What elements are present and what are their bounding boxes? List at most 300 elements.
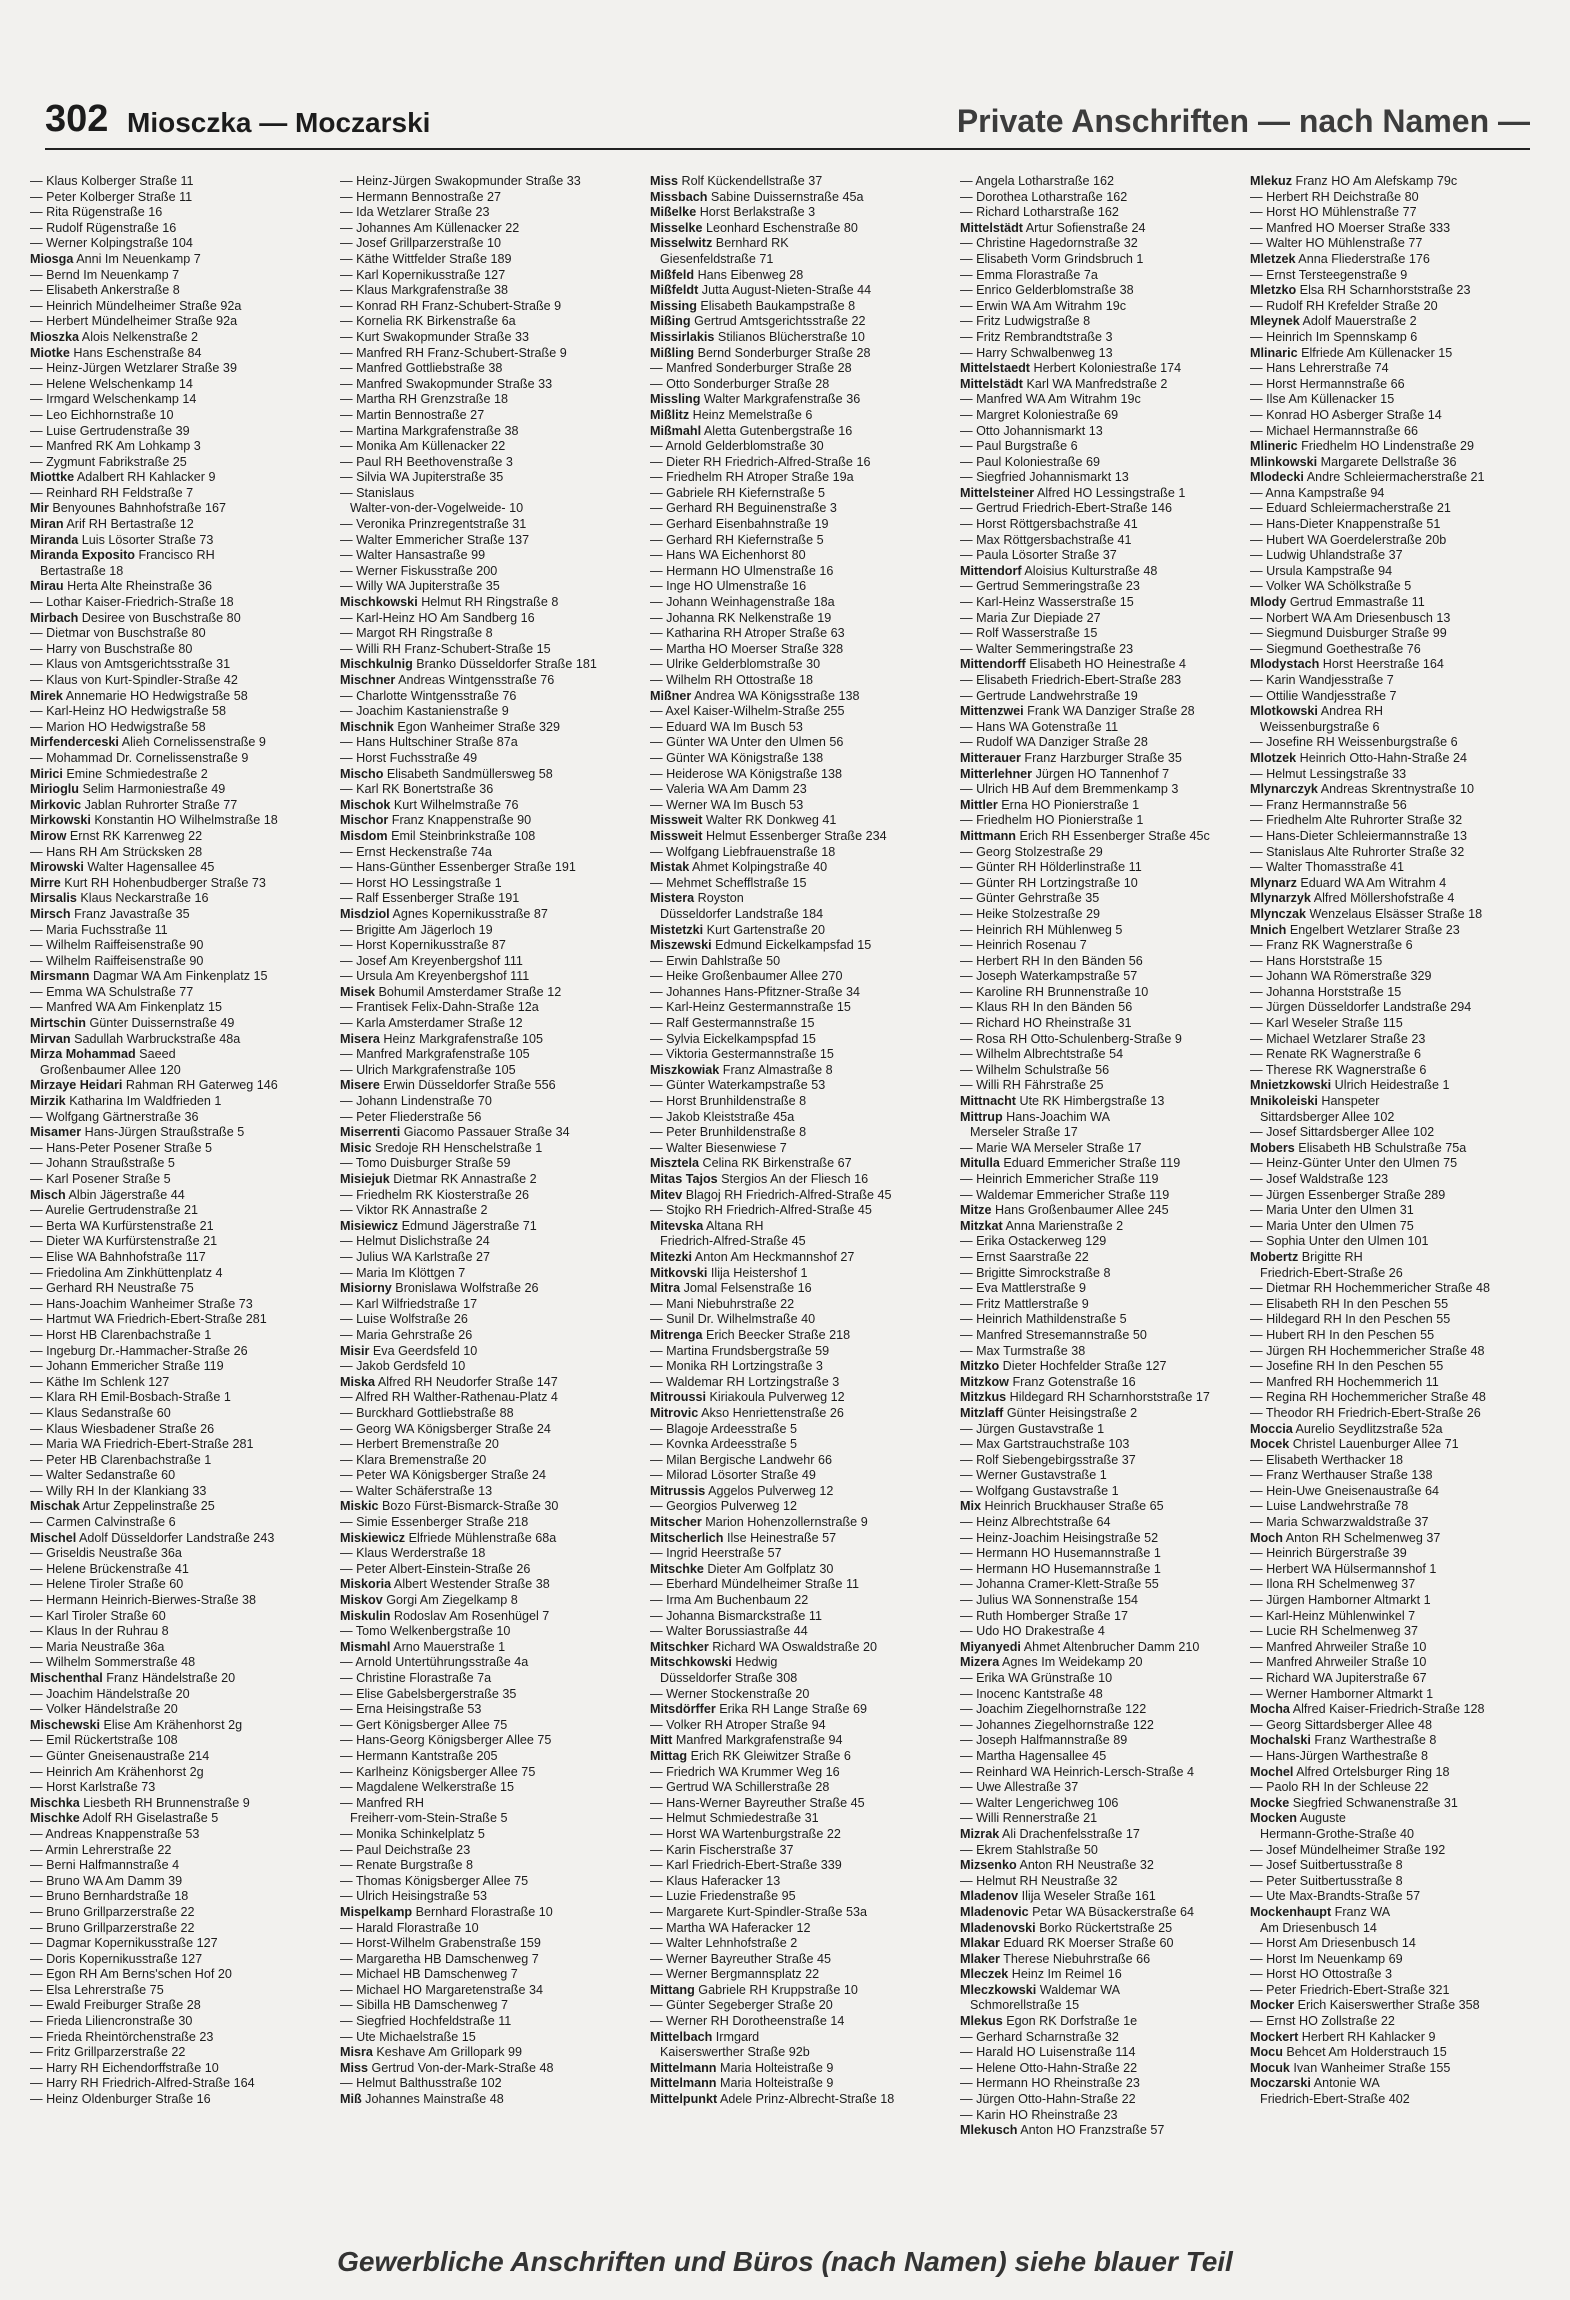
directory-entry (30, 501, 324, 517)
entry-text: Bernd Sonderburger Straße 28 (694, 345, 871, 360)
directory-entry (30, 1718, 324, 1734)
directory-entry (30, 1484, 324, 1500)
entry-text: — Heiderose WA Königstraße 138 (650, 766, 843, 781)
directory-entry (650, 1827, 944, 1843)
directory-entry (650, 1998, 944, 2014)
directory-entry (960, 424, 1254, 440)
directory-entry (1250, 1000, 1550, 1016)
entry-text: — Hans-Georg Königsberger Allee 75 (340, 1733, 552, 1748)
entry-surname: Mittelpunkt (650, 2092, 718, 2107)
directory-entry (30, 1281, 324, 1297)
directory-entry (340, 1858, 634, 1874)
directory-entry (650, 969, 944, 985)
directory-entry (30, 2061, 324, 2077)
directory-entry (650, 1219, 944, 1235)
entry-text: Elisabeth HB Schulstraße 75a (1294, 1140, 1467, 1155)
entry-text: — Walter HO Mühlenstraße 77 (1250, 236, 1423, 251)
directory-entry (1250, 1843, 1550, 1859)
entry-text: — Thomas Königsberger Allee 75 (340, 1873, 529, 1888)
entry-text: — Horst Karlstraße 73 (30, 1780, 156, 1795)
directory-entry (30, 657, 324, 673)
entry-surname: Miskoria (340, 1577, 392, 1592)
directory-entry (650, 642, 944, 658)
directory-entry (1250, 1032, 1550, 1048)
entry-surname: Mistak (650, 860, 690, 875)
directory-entry (960, 1156, 1254, 1172)
directory-entry (1250, 1453, 1550, 1469)
entry-surname: Mitscherlich (650, 1530, 724, 1545)
entry-surname: Mir (30, 501, 49, 516)
entry-text: — Klaus Werderstraße 18 (340, 1546, 486, 1561)
directory-entry (1250, 1297, 1550, 1313)
entry-text: Hanspeter (1317, 1094, 1380, 1109)
directory-entry (1250, 205, 1550, 221)
entry-text: — Bernd Im Neuenkamp 7 (30, 267, 180, 282)
entry-text: — Viktor RK Annastraße 2 (340, 1203, 488, 1218)
entry-text: Bernhard RK (712, 236, 789, 251)
directory-entry (340, 1874, 634, 1890)
entry-text: Sittardsberger Allee 102 (1260, 1109, 1395, 1124)
directory-entry (1250, 1188, 1550, 1204)
entry-surname: Miskov (340, 1593, 383, 1608)
entry-text: Francisco RH (134, 548, 215, 563)
entry-text: — Hans Horststraße 15 (1250, 953, 1383, 968)
directory-entry (960, 1359, 1254, 1375)
directory-entry (1250, 985, 1550, 1001)
directory-entry (650, 657, 944, 673)
entry-text: Ilse Heinestraße 57 (723, 1530, 837, 1545)
entry-text: — Johanna Bismarckstraße 11 (650, 1608, 822, 1623)
entry-surname: Moczarski (1250, 2076, 1311, 2091)
entry-text: — Friedhelm RH Atroper Straße 19a (650, 470, 854, 485)
directory-entry (960, 1437, 1254, 1453)
entry-surname: Misdom (340, 828, 388, 843)
directory-entry (650, 1047, 944, 1063)
directory-entry (340, 1219, 634, 1235)
entry-text: — Manfred Markgrafenstraße 105 (340, 1047, 530, 1062)
entry-surname: Mitt (650, 1733, 673, 1748)
directory-entry (650, 782, 944, 798)
entry-text: Altana RH (703, 1218, 764, 1233)
entry-text: — Hermann Bennostraße 27 (340, 189, 502, 204)
entry-text: — Horst HB Clarenbachstraße 1 (30, 1327, 212, 1342)
directory-entry (960, 1765, 1254, 1781)
entry-text: Adolf Düsseldorfer Landstraße 243 (76, 1530, 275, 1545)
entry-surname: Mirek (30, 688, 63, 703)
entry-text: — Frieda Rheintörchenstraße 23 (30, 2029, 214, 2044)
entry-text: — Friedhelm RK Kiosterstraße 26 (340, 1187, 529, 1202)
entry-text: — Luise Landwehrstraße 78 (1250, 1499, 1409, 1514)
entry-text: — Erna Heisingstraße 53 (340, 1702, 482, 1717)
directory-entry (650, 1172, 944, 1188)
entry-text: Friedrich-Ebert-Straße 26 (1260, 1265, 1403, 1280)
entry-text: Franz Gotenstraße 16 (1008, 1374, 1136, 1389)
entry-text: Maria Holteistraße 9 (716, 2076, 834, 2091)
directory-entry (650, 673, 944, 689)
entry-text: Alfred Möllershofstraße 4 (1310, 891, 1455, 906)
directory-entry (30, 330, 324, 346)
directory-entry (650, 1889, 944, 1905)
entry-text: — Ursula Am Kreyenbergshof 111 (340, 969, 530, 984)
directory-entry (650, 876, 944, 892)
entry-text: — Kornelia RK Birkenstraße 6a (340, 314, 516, 329)
directory-entry (340, 1281, 634, 1297)
entry-text: Franz WA (1331, 1904, 1391, 1919)
entry-text: — Willy WA Jupiterstraße 35 (340, 579, 500, 594)
directory-entry (1250, 1858, 1550, 1874)
entry-text: — Horst Fuchsstraße 49 (340, 750, 478, 765)
entry-text: — Ernst Heckenstraße 74a (340, 844, 492, 859)
entry-text: — Siegmund Goethestraße 76 (1250, 641, 1421, 656)
entry-text: Frank WA Danziger Straße 28 (1023, 704, 1195, 719)
entry-text: Günter Duissernstraße 49 (85, 1016, 235, 1031)
directory-entry (340, 704, 634, 720)
directory-entry (650, 1671, 944, 1687)
directory-entry (30, 346, 324, 362)
directory-entry (30, 611, 324, 627)
entry-text: — Klara RH Emil-Bosbach-Straße 1 (30, 1390, 231, 1405)
entry-text: — Anna Kampstraße 94 (1250, 485, 1385, 500)
entry-text: Kaiserswerther Straße 92b (660, 2045, 810, 2060)
entry-text: — Manfred RK Am Lohkamp 3 (30, 439, 201, 454)
entry-text: — Arnold Untertührungsstraße 4a (340, 1655, 529, 1670)
entry-text: Walter Hagensallee 45 (83, 860, 215, 875)
directory-entry (1250, 673, 1550, 689)
directory-entry (340, 1609, 634, 1625)
entry-text: — Siegmund Duisburger Straße 99 (1250, 626, 1447, 641)
directory-entry (30, 1874, 324, 1890)
entry-text: — Max Gartstrauchstraße 103 (960, 1437, 1130, 1452)
directory-entry (1250, 1718, 1550, 1734)
directory-entry (1250, 735, 1550, 751)
directory-entry (960, 1998, 1254, 2014)
name-range: Miosczka — Moczarski (127, 107, 431, 138)
entry-text: Arif RH Bertastraße 12 (63, 517, 194, 532)
directory-entry (650, 1874, 944, 1890)
directory-entry (1250, 2076, 1550, 2092)
entry-surname: Missweit (650, 813, 703, 828)
directory-entry (340, 595, 634, 611)
entry-text: Am Driesenbusch 14 (1260, 1920, 1377, 1935)
entry-surname: Mlodystach (1250, 657, 1320, 672)
entry-text: — Richard Lotharstraße 162 (960, 205, 1119, 220)
entry-surname: Mitze (960, 1203, 992, 1218)
entry-text: — Maria Unter den Ulmen 75 (1250, 1218, 1414, 1233)
entry-surname: Mockert (1250, 2029, 1299, 2044)
entry-text: — Axel Kaiser-Wilhelm-Straße 255 (650, 704, 845, 719)
entry-text: — Gerhard RH Neustraße 75 (30, 1281, 194, 1296)
entry-surname: Mißing (650, 314, 691, 329)
directory-entry (650, 1063, 944, 1079)
directory-entry (30, 1687, 324, 1703)
entry-text: — Werner Bergmannsplatz 22 (650, 1967, 820, 1982)
entry-text: — Jürgen Düsseldorfer Landstraße 294 (1250, 1000, 1472, 1015)
entry-text: — Valeria WA Am Damm 23 (650, 782, 807, 797)
entry-surname: Miss (340, 2060, 368, 2075)
entry-text: — Johannes Hans-Pfitzner-Straße 34 (650, 984, 860, 999)
directory-entry (340, 1437, 634, 1453)
entry-text: Alfred RH Neudorfer Straße 147 (375, 1374, 558, 1389)
directory-entry (30, 595, 324, 611)
entry-text: Bohumil Amsterdamer Straße 12 (375, 984, 562, 999)
entry-text: Friedrich-Alfred-Straße 45 (660, 1234, 806, 1249)
entry-text: Agnes Im Weidekamp 20 (999, 1655, 1143, 1670)
entry-text: — Marion HO Hedwigstraße 58 (30, 719, 206, 734)
entry-text: — Walter Thomasstraße 41 (1250, 860, 1404, 875)
entry-surname: Mirkovic (30, 797, 82, 812)
directory-entry (650, 470, 944, 486)
entry-surname: Misamer (30, 1125, 82, 1140)
entry-text: Petar WA Büsackerstraße 64 (1028, 1904, 1195, 1919)
entry-surname: Mitevska (650, 1218, 704, 1233)
directory-entry (960, 1234, 1254, 1250)
entry-surname: Mirzaye Heidari (30, 1078, 123, 1093)
directory-entry (30, 2045, 324, 2061)
entry-text: Elisabeth HO Heinestraße 4 (1025, 657, 1187, 672)
entry-text: Hildegard RH Scharnhorststraße 17 (1006, 1390, 1210, 1405)
entry-text: Franz HO Am Alefskamp 79c (1292, 174, 1458, 188)
directory-entry (340, 1344, 634, 1360)
directory-entry (650, 1141, 944, 1157)
directory-entry (650, 1266, 944, 1282)
directory-entry (340, 876, 634, 892)
entry-text: — Elisabeth Friedrich-Ebert-Straße 283 (960, 673, 1182, 687)
directory-entry (960, 2061, 1254, 2077)
directory-entry (960, 1375, 1254, 1391)
entry-surname: Missling (650, 392, 701, 407)
directory-entry (960, 798, 1254, 814)
directory-entry (960, 1141, 1254, 1157)
directory-entry (1250, 1889, 1550, 1905)
directory-entry (1250, 1266, 1550, 1282)
entry-text: — Michael HB Damschenweg 7 (340, 1967, 518, 1982)
entry-text: — Hans-Peter Posener Straße 5 (30, 1140, 212, 1155)
directory-entry (30, 517, 324, 533)
entry-text: — Burckhard Gottliebstraße 88 (340, 1405, 514, 1420)
directory-entry (30, 1609, 324, 1625)
entry-text: Kurt Wilhelmstraße 76 (390, 797, 519, 812)
directory-entry (650, 501, 944, 517)
directory-entry (650, 1858, 944, 1874)
entry-surname: Mirbach (30, 610, 79, 625)
directory-entry (650, 1983, 944, 1999)
entry-text: Konstantin HO Wilhelmstraße 18 (90, 813, 278, 828)
entry-text: Akso Henriettenstraße 26 (698, 1405, 844, 1420)
entry-text: — Elisabeth RH In den Peschen 55 (1250, 1296, 1449, 1311)
directory-entry (1250, 1546, 1550, 1562)
entry-text: Edmund Jägerstraße 71 (398, 1218, 537, 1233)
entry-text: — Heinz-Günter Unter den Ulmen 75 (1250, 1156, 1458, 1171)
entry-text: — Peter Friedrich-Ebert-Straße 321 (1250, 1982, 1450, 1997)
directory-entry (650, 268, 944, 284)
entry-text: — Margarete Kurt-Spindler-Straße 53a (650, 1904, 867, 1919)
entry-text: — Reinhard WA Heinrich-Lersch-Straße 4 (960, 1764, 1194, 1779)
entry-text: — Monika RH Lortzingstraße 3 (650, 1359, 823, 1374)
directory-entry (30, 1000, 324, 1016)
entry-text: — Paul Koloniestraße 69 (960, 454, 1101, 469)
entry-text: Therese Niebuhrstraße 66 (999, 1951, 1151, 1966)
directory-entry (1250, 1936, 1550, 1952)
entry-text: — Ursula Kampstraße 94 (1250, 563, 1393, 578)
directory-entry (340, 813, 634, 829)
entry-surname: Mischor (340, 813, 389, 828)
directory-entry (650, 1546, 944, 1562)
directory-entry (30, 1047, 324, 1063)
entry-text: — Eduard Schleiermacherstraße 21 (1250, 501, 1451, 516)
directory-entry (1250, 236, 1550, 252)
entry-text: Ivan Wanheimer Straße 155 (1289, 2060, 1451, 2075)
directory-entry (650, 704, 944, 720)
entry-text: — Ingrid Heerstraße 57 (650, 1546, 782, 1561)
entry-text: — Eva Mattlerstraße 9 (960, 1281, 1086, 1296)
entry-text: — Johann Straußstraße 5 (30, 1156, 175, 1171)
entry-text: — Walter Hansastraße 99 (340, 548, 486, 563)
directory-entry (1250, 1047, 1550, 1063)
entry-surname: Mirkowski (30, 813, 91, 828)
directory-entry (340, 392, 634, 408)
entry-text: — Walter Sedanstraße 60 (30, 1468, 176, 1483)
entry-text: — Johanna Cramer-Klett-Straße 55 (960, 1577, 1159, 1592)
entry-text: — Maria Schwarzwaldstraße 37 (1250, 1515, 1429, 1530)
entry-text: Elise Am Krähenhorst 2g (100, 1717, 243, 1732)
entry-text: — Heinz-Jürgen Swakopmunder Straße 33 (340, 174, 581, 188)
directory-entry (960, 1297, 1254, 1313)
directory-entry (1250, 845, 1550, 861)
directory-entry (650, 1936, 944, 1952)
entry-surname: Mitzkat (960, 1218, 1003, 1233)
entry-text: — Ingeburg Dr.-Hammacher-Straße 26 (30, 1343, 248, 1358)
entry-text: — Maria WA Friedrich-Ebert-Straße 281 (30, 1437, 254, 1452)
entry-text: — Walter Emmericher Straße 137 (340, 532, 530, 547)
directory-entry (1250, 657, 1550, 673)
directory-entry (30, 1780, 324, 1796)
directory-entry (650, 1312, 944, 1328)
directory-entry (1250, 2045, 1550, 2061)
directory-entry (30, 392, 324, 408)
entry-text: — Karl-Heinz HO Am Sandberg 16 (340, 610, 535, 625)
directory-entry (1250, 408, 1550, 424)
entry-text: Jürgen HO Tannenhof 7 (1032, 766, 1170, 781)
directory-entry (30, 1531, 324, 1547)
entry-surname: Mlinkowski (1250, 454, 1318, 469)
directory-entry (650, 205, 944, 221)
entry-text: Heinz Markgrafenstraße 105 (379, 1031, 543, 1046)
entry-text: Franz Knappenstraße 90 (388, 813, 532, 828)
entry-text: — Gerhard RH Beguinenstraße 3 (650, 501, 837, 516)
entry-text: — Gerhard Scharnstraße 32 (960, 2029, 1119, 2044)
entry-text: — Bruno Grillparzerstraße 22 (30, 1920, 195, 1935)
entry-text: — Heinrich Am Krähenhorst 2g (30, 1764, 204, 1779)
entry-text: — Renate Burgstraße 8 (340, 1858, 473, 1873)
entry-text: — Richard HO Rheinstraße 31 (960, 1016, 1132, 1031)
entry-surname: Miskulin (340, 1608, 391, 1623)
entry-text: — Gertrude Landwehrstraße 19 (960, 688, 1138, 703)
directory-entry (960, 1188, 1254, 1204)
entry-text: — Josef Mündelheimer Straße 192 (1250, 1842, 1446, 1857)
entry-surname: Mlaker (960, 1951, 1000, 1966)
entry-text: — Walter Biesenwiese 7 (650, 1140, 787, 1155)
entry-surname: Mißmahl (650, 423, 702, 438)
directory-entry (960, 907, 1254, 923)
entry-text: — Maria Neustraße 36a (30, 1639, 165, 1654)
entry-text: Rodoslav Am Rosenhügel 7 (390, 1608, 550, 1623)
directory-entry (340, 1188, 634, 1204)
entry-text: — Emil Rückertstraße 108 (30, 1733, 178, 1748)
entry-text: — Jakob Gerdsfeld 10 (340, 1359, 466, 1374)
directory-entry (30, 751, 324, 767)
entry-text: — Fritz Mattlerstraße 9 (960, 1296, 1089, 1311)
entry-text: — Max Röttgersbachstraße 41 (960, 532, 1132, 547)
entry-text: — Sylvia Eickelkampspfad 15 (650, 1031, 816, 1046)
directory-entry (340, 626, 634, 642)
entry-text: Artur Zeppelinstraße 25 (79, 1499, 215, 1514)
directory-entry (960, 1577, 1254, 1593)
directory-entry (960, 2123, 1254, 2134)
entry-surname: Misselwitz (650, 236, 713, 251)
directory-entry (1250, 751, 1550, 767)
entry-text: — Ralf Gestermannstraße 15 (650, 1016, 815, 1031)
directory-entry (340, 1047, 634, 1063)
directory-entry (1250, 1952, 1550, 1968)
entry-text: Friedhelm HO Lindenstraße 29 (1297, 439, 1474, 454)
entry-text: — Ilse Am Küllenacker 15 (1250, 392, 1395, 407)
entry-text: Weissenburgstraße 6 (1260, 719, 1380, 734)
directory-entry (1250, 470, 1550, 486)
entry-text: — Horst Hermannstraße 66 (1250, 376, 1405, 391)
directory-entry (1250, 1921, 1550, 1937)
directory-entry (340, 533, 634, 549)
entry-text: — Maria Unter den Ulmen 31 (1250, 1203, 1414, 1218)
directory-entry (960, 1718, 1254, 1734)
entry-surname: Miyanyedi (960, 1639, 1021, 1654)
directory-entry (960, 1811, 1254, 1827)
directory-entry (340, 798, 634, 814)
directory-entry (340, 642, 634, 658)
directory-entry (650, 1905, 944, 1921)
directory-entry (30, 1375, 324, 1391)
directory-entry (650, 1344, 944, 1360)
entry-text: — Heinz-Jürgen Wetzlarer Straße 39 (30, 361, 237, 376)
entry-text: — Helmut Dislichstraße 24 (340, 1234, 490, 1249)
directory-entry (650, 1531, 944, 1547)
entry-text: — Dorothea Lotharstraße 162 (960, 189, 1128, 204)
directory-entry (1250, 1811, 1550, 1827)
directory-entry (1250, 1733, 1550, 1749)
entry-text: — Manfred WA Am Witrahm 19c (960, 392, 1141, 407)
entry-surname: Mitrussis (650, 1483, 706, 1498)
directory-entry (1250, 813, 1550, 829)
directory-entry (30, 1110, 324, 1126)
directory-entry (960, 767, 1254, 783)
directory-entry (650, 1593, 944, 1609)
entry-text: Albin Jägerstraße 44 (65, 1187, 185, 1202)
directory-entry (340, 1156, 634, 1172)
directory-entry (650, 1718, 944, 1734)
directory-entry (960, 252, 1254, 268)
directory-entry (1250, 1562, 1550, 1578)
entry-text: — Martha WA Haferacker 12 (650, 1920, 811, 1935)
directory-entry (30, 221, 324, 237)
entry-surname: Mirre (30, 875, 61, 890)
entry-text: — Gabriele RH Kiefernstraße 5 (650, 485, 825, 500)
entry-text: — Siegfried Johannismarkt 13 (960, 470, 1129, 485)
entry-text: Adolf RH Giselastraße 5 (79, 1811, 219, 1826)
entry-text: — Gertrud Semmeringstraße 23 (960, 579, 1140, 594)
entry-text: — Joseph Halfmannstraße 89 (960, 1733, 1128, 1748)
directory-entry (960, 408, 1254, 424)
entry-text: — Gertrud WA Schillerstraße 28 (650, 1780, 830, 1795)
entry-surname: Missirlakis (650, 329, 715, 344)
